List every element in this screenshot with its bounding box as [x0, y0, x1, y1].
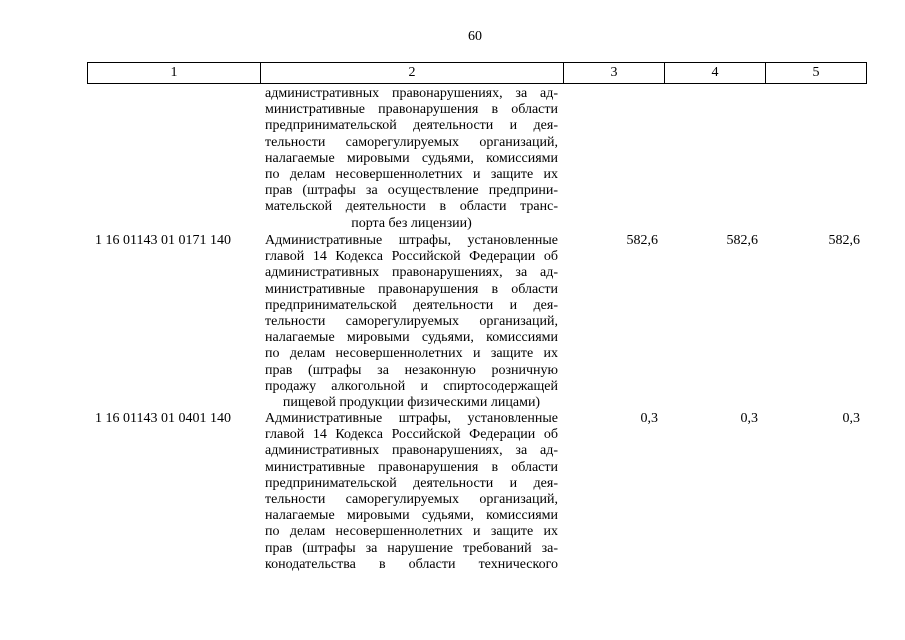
row-2-value-col4: 0,3: [740, 411, 758, 426]
text-line: налагаемые мировыми судьями, комиссиями: [265, 330, 558, 346]
text-line: по делам несовершеннолетних и защите их: [265, 167, 558, 183]
column-header-5: 5: [766, 63, 867, 84]
text-line: главой 14 Кодекса Российской Федерации об: [265, 249, 558, 265]
row-1-description: [265, 233, 558, 411]
text-line: прав (штрафы за незаконную розничную: [265, 362, 558, 378]
text-line: конодательства в области технического: [265, 556, 558, 572]
text-line: административных правонарушениях, за ад-: [265, 86, 558, 101]
text-line: предпринимательской деятельности и дея-: [265, 118, 558, 134]
text-line: министративные правонарушения в области: [265, 459, 558, 475]
row-2-value-col5: 0,3: [842, 411, 860, 426]
text-line: порта без лицензии): [351, 215, 472, 231]
row-1-value-col4: 582,6: [726, 233, 758, 248]
text-line: прав (штрафы за нарушение требований за-: [265, 540, 558, 556]
text-line: продажу алкогольной и спиртосодержащей: [265, 378, 558, 394]
row-1-value-col3: 582,6: [626, 233, 658, 248]
text-line: предпринимательской деятельности и дея-: [265, 297, 558, 313]
text-line: тельности саморегулируемых организаций,: [265, 314, 558, 330]
column-header-4: 4: [665, 63, 766, 84]
column-header-1: 1: [88, 63, 261, 84]
continuation-description: [265, 86, 558, 232]
text-line: министративные правонарушения в области: [265, 102, 558, 118]
row-1-value-col5: 582,6: [828, 233, 860, 248]
column-header-row: [88, 63, 867, 84]
column-header-2: 2: [261, 63, 564, 84]
text-line: пищевой продукции физическими лицами): [282, 395, 541, 411]
text-line: административных правонарушениях, за ад-: [265, 265, 558, 281]
text-line: прав (штрафы за осуществление предприни-: [265, 183, 558, 199]
text-line: тельности саморегулируемых организаций,: [265, 492, 558, 508]
text-line: налагаемые мировыми судьями, комиссиями: [265, 150, 558, 166]
column-header-3: 3: [564, 63, 665, 84]
text-line: тельности саморегулируемых организаций,: [265, 134, 558, 150]
text-line: по делам несовершеннолетних и защите их: [265, 524, 558, 540]
row-2-value-col3: 0,3: [640, 411, 658, 426]
text-line: Административные штрафы, установленные: [265, 411, 558, 426]
column-header-table: [87, 62, 867, 84]
text-line: налагаемые мировыми судьями, комиссиями: [265, 508, 558, 524]
text-line: главой 14 Кодекса Российской Федерации об: [265, 427, 558, 443]
page-number: 60: [468, 29, 482, 44]
text-line: по делам несовершеннолетних и защите их: [265, 346, 558, 362]
row-1-code: 1 16 01143 01 0171 140: [95, 233, 231, 248]
text-line: административных правонарушениях, за ад-: [265, 443, 558, 459]
text-line: предпринимательской деятельности и дея-: [265, 475, 558, 491]
text-line: министративные правонарушения в области: [265, 281, 558, 297]
text-line: мательской деятельности в области транс-: [265, 199, 558, 215]
text-line: Административные штрафы, установленные: [265, 233, 558, 248]
row-2-description: [265, 411, 558, 573]
row-2-code: 1 16 01143 01 0401 140: [95, 411, 231, 426]
